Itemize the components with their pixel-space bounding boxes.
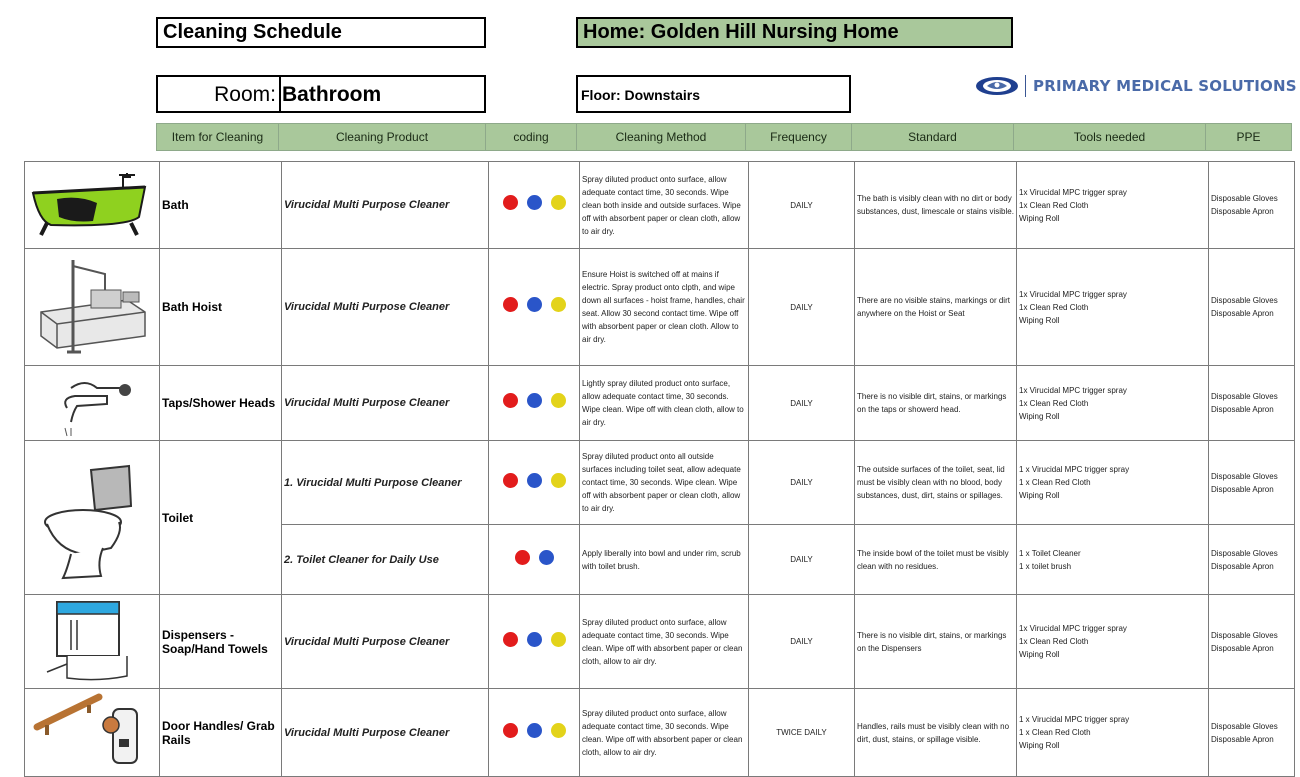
color-coding [489,595,580,689]
yellow-code-dot [551,473,566,488]
red-code-dot [503,393,518,408]
ppe: Disposable Gloves Disposable Apron [1209,441,1295,525]
toilet-image [25,441,160,595]
frequency: DAILY [749,525,855,595]
tools-needed: 1 x Virucidal MPC trigger spray 1 x Clean Red Cloth Wiping Roll [1017,689,1209,777]
color-coding [489,689,580,777]
item-name: Bath [160,162,282,249]
ppe: Disposable Gloves Disposable Apron [1209,249,1295,366]
item-name: Dispensers - Soap/Hand Towels [160,595,282,689]
bath-hoist-icon [27,252,157,362]
toilet-icon [27,448,157,588]
product-name: Virucidal Multi Purpose Cleaner [282,366,489,441]
product-name: Virucidal Multi Purpose Cleaner [282,249,489,366]
frequency: TWICE DAILY [749,689,855,777]
bath-image [25,162,160,249]
standard: The outside surfaces of the toilet, seat, lid must be visibly clean with no blood, body substances, dust, dirt, stains or spillages. [855,441,1017,525]
door-handle-image [25,689,160,777]
blue-code-dot [527,632,542,647]
ppe: Disposable Gloves Disposable Apron [1209,366,1295,441]
blue-code-dot [527,723,542,738]
yellow-code-dot [551,297,566,312]
brand-separator [1025,75,1026,97]
color-coding [489,249,580,366]
frequency: DAILY [749,162,855,249]
item-name: Door Handles/ Grab Rails [160,689,282,777]
red-code-dot [503,297,518,312]
table-row [25,366,1295,441]
color-coding [489,366,580,441]
frequency: DAILY [749,595,855,689]
room-label: Room: [214,83,276,106]
frequency: DAILY [749,366,855,441]
tools-needed: 1x Virucidal MPC trigger spray 1x Clean Red Cloth Wiping Roll [1017,366,1209,441]
item-name: Taps/Shower Heads [160,366,282,441]
table-row [25,441,1295,525]
col-header-frequency: Frequency [746,124,852,151]
red-code-dot [503,473,518,488]
yellow-code-dot [551,632,566,647]
cleaning-method: Spray diluted product onto surface, allow adequate contact time, 30 seconds. Wipe clean. Wipe off with absorbent paper or clean cloth, allow to air dry. [580,595,749,689]
cleaning-method: Spray diluted product onto all outside surfaces including toilet seat, allow adequate contact time, 30 seconds. Wipe clean. Wipe off with absorbent paper or clean cloth, allow to air dry. [580,441,749,525]
blue-code-dot [527,393,542,408]
blue-code-dot [539,550,554,565]
item-name: Toilet [160,441,282,595]
table-row [25,162,1295,249]
ppe: Disposable Gloves Disposable Apron [1209,595,1295,689]
standard: The bath is visibly clean with no dirt or body substances, dust, limescale or stains visible. [855,162,1017,249]
frequency: DAILY [749,441,855,525]
col-header-item: Item for Cleaning [157,124,279,151]
cleaning-method: Spray diluted product onto surface, allow adequate contact time, 30 seconds. Wipe clean both inside and outside surfaces. Wipe off with absorbent paper or clean cloth, allow to air dry. [580,162,749,249]
brand-logo-group [975,74,1297,98]
tools-needed: 1 x Virucidal MPC trigger spray 1 x Clean Red Cloth Wiping Roll [1017,441,1209,525]
cleaning-method: Apply liberally into bowl and under rim, scrub with toilet brush. [580,525,749,595]
yellow-code-dot [551,195,566,210]
ppe: Disposable Gloves Disposable Apron [1209,689,1295,777]
brand-logo-icon [975,76,1019,96]
col-header-product: Cleaning Product [279,124,486,151]
bath-hoist-image [25,249,160,366]
tap-icon [27,368,157,438]
cleaning-method: Ensure Hoist is switched off at mains if electric. Spray product onto clpth, and wipe down all surfaces - hoist frame, handles, chair seat. Allow 30 second contact time. Wipe off with absorbent paper or clean cloth. Allow to air dry. [580,249,749,366]
dispenser-image [25,595,160,689]
item-name: Bath Hoist [160,249,282,366]
ppe: Disposable Gloves Disposable Apron [1209,162,1295,249]
standard: There is no visible dirt, stains, or markings on the Dispensers [855,595,1017,689]
product-name: Virucidal Multi Purpose Cleaner [282,689,489,777]
col-header-coding: coding [486,124,577,151]
blue-code-dot [527,195,542,210]
cleaning-method: Spray diluted product onto surface, allow adequate contact time, 30 seconds. Wipe clean. Wipe off with absorbent paper or clean cloth, allow to air dry. [580,689,749,777]
schedule-title: Cleaning Schedule [156,17,486,48]
yellow-code-dot [551,723,566,738]
color-coding [489,525,580,595]
color-coding [489,162,580,249]
standard: Handles, rails must be visibly clean with no dirt, dust, stains, or spillage visible. [855,689,1017,777]
brand-name: PRIMARY MEDICAL SOLUTIONS [1033,77,1297,95]
yellow-code-dot [551,393,566,408]
tools-needed: 1x Virucidal MPC trigger spray 1x Clean Red Cloth Wiping Roll [1017,595,1209,689]
table-row [25,595,1295,689]
col-header-tools: Tools needed [1014,124,1206,151]
ppe: Disposable Gloves Disposable Apron [1209,525,1295,595]
product-name: 2. Toilet Cleaner for Daily Use [282,525,489,595]
dispenser-icon [27,598,157,686]
door-handle-icon [27,691,157,775]
col-header-method: Cleaning Method [577,124,746,151]
tools-needed: 1 x Toilet Cleaner 1 x toilet brush [1017,525,1209,595]
red-code-dot [503,195,518,210]
room-divider [279,77,281,111]
standard: The inside bowl of the toilet must be visibly clean with no residues. [855,525,1017,595]
red-code-dot [515,550,530,565]
tap-image [25,366,160,441]
home-name: Home: Golden Hill Nursing Home [576,17,1013,48]
product-name: 1. Virucidal Multi Purpose Cleaner [282,441,489,525]
frequency: DAILY [749,249,855,366]
red-code-dot [503,723,518,738]
col-header-standard: Standard [852,124,1014,151]
standard: There is no visible dirt, stains, or markings on the taps or showerd head. [855,366,1017,441]
product-name: Virucidal Multi Purpose Cleaner [282,162,489,249]
column-header-row [156,123,1292,151]
col-header-ppe: PPE [1206,124,1292,151]
cleaning-method: Lightly spray diluted product onto surface, allow adequate contact time, 30 seconds. Wipe clean. Wipe off with clean cloth, allow to air dry. [580,366,749,441]
standard: There are no visible stains, markings or dirt anywhere on the Hoist or Seat [855,249,1017,366]
floor-label: Floor: Downstairs [576,75,851,113]
red-code-dot [503,632,518,647]
tools-needed: 1x Virucidal MPC trigger spray 1x Clean Red Cloth Wiping Roll [1017,162,1209,249]
table-row [25,689,1295,777]
blue-code-dot [527,473,542,488]
room-value: Bathroom [282,83,382,106]
cleaning-table [24,161,1295,777]
tools-needed: 1x Virucidal MPC trigger spray 1x Clean Red Cloth Wiping Roll [1017,249,1209,366]
bath-icon [27,165,157,245]
room-box [156,75,486,113]
color-coding [489,441,580,525]
table-row [25,249,1295,366]
blue-code-dot [527,297,542,312]
product-name: Virucidal Multi Purpose Cleaner [282,595,489,689]
